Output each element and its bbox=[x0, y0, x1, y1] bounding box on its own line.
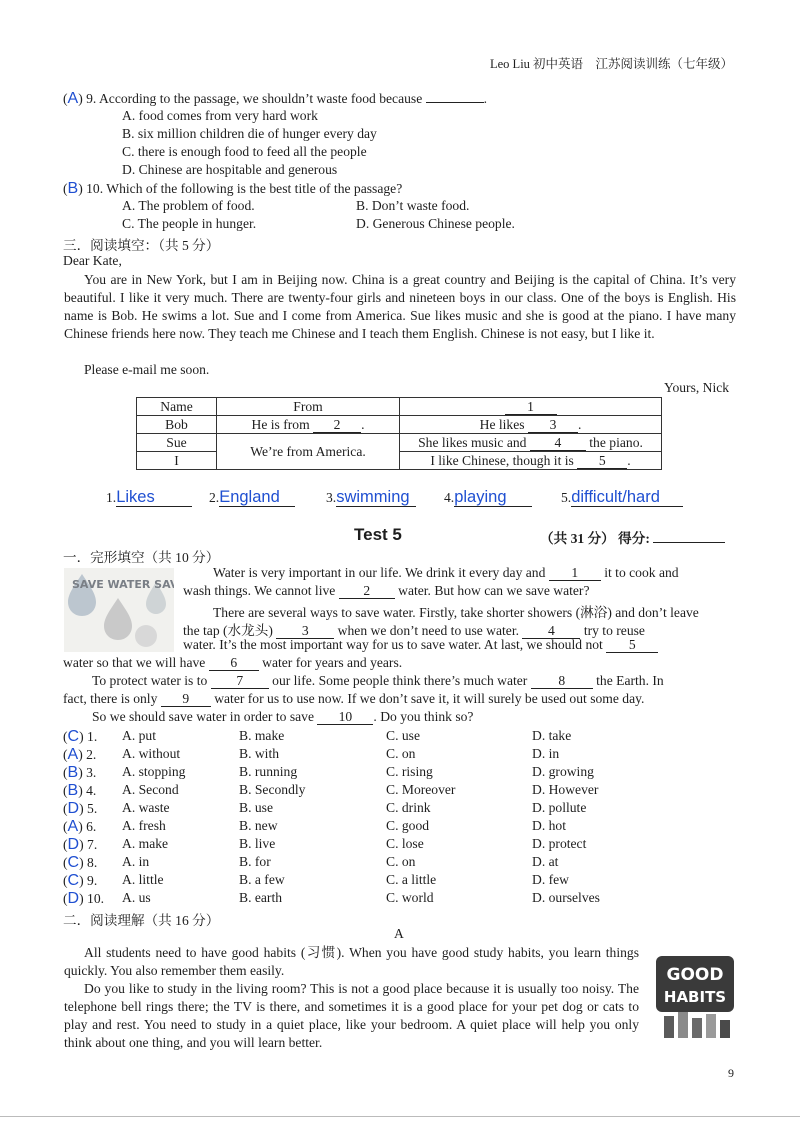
cloze-item-4-option-c: C. Moreover bbox=[386, 782, 456, 797]
cloze-line-8: fact, there is only 9 water for us to use now. If we don’t save it, it will surely be used out some day. bbox=[63, 691, 645, 706]
cloze-answer: D bbox=[67, 800, 80, 817]
svg-text:HABITS: HABITS bbox=[663, 988, 727, 1006]
cloze-item-3-option-b: B. running bbox=[239, 764, 298, 779]
cloze-item-7-option-b: B. live bbox=[239, 836, 276, 851]
cloze-item-4: (B) 4. bbox=[63, 782, 97, 799]
section-3-title: 三．阅读填空：（共 5 分） bbox=[63, 238, 220, 253]
cloze-item-6: (A) 6. bbox=[63, 818, 97, 835]
save-water-image bbox=[64, 568, 174, 652]
cloze-item-6-option-a: A. fresh bbox=[122, 818, 166, 833]
grid-answer-1: 1.Likes bbox=[106, 488, 192, 507]
table-cell-bob: Bob bbox=[137, 416, 217, 434]
cloze-item-1-option-d: D. take bbox=[532, 728, 572, 743]
cloze-answer: C bbox=[67, 728, 80, 745]
passage-label: A bbox=[394, 926, 404, 941]
scan-edge-line bbox=[0, 1116, 800, 1117]
cloze-line-9: So we should save water in order to save 10 . Do you think so? bbox=[92, 709, 474, 724]
cloze-item-10-option-c: C. world bbox=[386, 890, 434, 905]
test-title: Test 5 bbox=[354, 525, 402, 544]
table-cell-bob-likes: He likes 3 . bbox=[400, 416, 662, 434]
svg-text:SAVE WATER SAVE LIFE AND SAVE: SAVE WATER SA bbox=[72, 578, 170, 591]
cloze-item-9-option-d: D. few bbox=[532, 872, 569, 887]
cloze-item-10-option-a: A. us bbox=[122, 890, 151, 905]
cloze-item-6-option-b: B. new bbox=[239, 818, 278, 833]
table-cell-bob-from: He is from 2 . bbox=[217, 416, 400, 434]
q10-option-c: C. The people in hunger. bbox=[122, 216, 257, 231]
cloze-item-4-option-a: A. Second bbox=[122, 782, 179, 797]
q9-option-b: B. six million children die of hunger every day bbox=[122, 126, 377, 141]
table-header-blank: 1 bbox=[400, 398, 662, 416]
question-10: (B) 10. Which of the following is the best title of the passage? bbox=[63, 180, 403, 197]
answer-q9: A bbox=[67, 90, 79, 107]
cloze-item-10: (D) 10. bbox=[63, 890, 105, 907]
cloze-answer: A bbox=[67, 746, 79, 763]
page-header: Leo Liu 初中英语 江苏阅读训练（七年级） bbox=[490, 57, 734, 71]
cloze-item-8-option-a: A. in bbox=[122, 854, 150, 869]
reading-title: 二．阅读理解（共 16 分） bbox=[63, 913, 220, 928]
letter-closing: Please e-mail me soon. bbox=[84, 362, 210, 377]
q10-option-a: A. The problem of food. bbox=[122, 198, 255, 213]
cloze-line-4: the tap (水龙头) 3 when we don’t need to use water. 4 try to reuse bbox=[183, 623, 645, 638]
cloze-item-5-option-a: A. waste bbox=[122, 800, 170, 815]
cloze-item-8-option-b: B. for bbox=[239, 854, 271, 869]
cloze-item-5-option-c: C. drink bbox=[386, 800, 431, 815]
q9-option-d: D. Chinese are hospitable and generous bbox=[122, 162, 338, 177]
cloze-answer: D bbox=[67, 890, 80, 907]
table-cell-i: I bbox=[137, 452, 217, 470]
svg-text:GOOD: GOOD bbox=[666, 965, 724, 985]
q10-option-b: B. Don’t waste food. bbox=[356, 198, 470, 213]
cloze-line-7: To protect water is to 7 our life. Some people think there’s much water 8 the Earth. In bbox=[92, 673, 664, 688]
cloze-answer: D bbox=[67, 836, 80, 853]
cloze-item-1: (C) 1. bbox=[63, 728, 98, 745]
cloze-item-2-option-b: B. with bbox=[239, 746, 280, 761]
cloze-answer: C bbox=[67, 854, 80, 871]
cloze-answer: B bbox=[67, 764, 79, 781]
table-cell-sue-likes: She likes music and 4 the piano. bbox=[400, 434, 662, 452]
test-score: （共 31 分） 得分: bbox=[540, 527, 725, 547]
letter-body: You are in New York, but I am in Beijing now. China is a great country and Beijing is the capital of China. It’s very beautiful. I like it very much. There are twenty-four girls and nineteen boys in our class. One of the boys is English. His name is Bob. He swims a lot. Sue and I come from America. Sue likes music and she is good at the piano. I have many Chinese friends here now. They teach me Chinese and I teach them English. Chinese is not easy, but I like it. bbox=[64, 272, 736, 342]
grid-answer-2: 2.England bbox=[209, 488, 295, 507]
cloze-item-1-option-a: A. put bbox=[122, 728, 156, 743]
letter-greeting: Dear Kate, bbox=[63, 253, 122, 268]
cloze-item-4-option-d: D. However bbox=[532, 782, 599, 797]
grid-answer-3: 3.swimming bbox=[326, 488, 416, 507]
cloze-item-8: (C) 8. bbox=[63, 854, 98, 871]
cloze-item-3-option-c: C. rising bbox=[386, 764, 433, 779]
cloze-item-6-option-d: D. hot bbox=[532, 818, 566, 833]
cloze-line-6: water so that we will have 6 water for years and years. bbox=[63, 655, 403, 670]
cloze-item-9-option-c: C. a little bbox=[386, 872, 437, 887]
cloze-item-3-option-a: A. stopping bbox=[122, 764, 186, 779]
cloze-item-9-option-b: B. a few bbox=[239, 872, 285, 887]
q10-option-d: D. Generous Chinese people. bbox=[356, 216, 515, 231]
cloze-item-7: (D) 7. bbox=[63, 836, 98, 853]
cloze-item-7-option-d: D. protect bbox=[532, 836, 587, 851]
cloze-item-9: (C) 9. bbox=[63, 872, 98, 889]
cloze-answer: C bbox=[67, 872, 80, 889]
cloze-item-1-option-b: B. make bbox=[239, 728, 285, 743]
cloze-item-1-option-c: C. use bbox=[386, 728, 420, 743]
reading-paragraph-1: All students need to have good habits (习惯). When you have good study habits, you learn things quickly. You also remember them easily. bbox=[64, 945, 639, 979]
cloze-item-4-option-b: B. Secondly bbox=[239, 782, 306, 797]
cloze-line-5: water. It’s the most important way for us to save water. At last, we should not 5 bbox=[183, 637, 658, 653]
cloze-item-9-option-a: A. little bbox=[122, 872, 164, 887]
info-table bbox=[136, 397, 662, 470]
cloze-item-5: (D) 5. bbox=[63, 800, 98, 817]
cloze-item-10-option-d: D. ourselves bbox=[532, 890, 600, 905]
cloze-item-8-option-d: D. at bbox=[532, 854, 559, 869]
question-9: (A) 9. According to the passage, we shouldn’t waste food because . bbox=[63, 90, 488, 107]
page-number: 9 bbox=[728, 1066, 734, 1080]
cloze-item-2: (A) 2. bbox=[63, 746, 97, 763]
cloze-item-6-option-c: C. good bbox=[386, 818, 430, 833]
letter-signature: Yours, Nick bbox=[664, 380, 730, 395]
table-header-from: From bbox=[217, 398, 400, 416]
cloze-item-2-option-d: D. in bbox=[532, 746, 560, 761]
cloze-item-5-option-d: D. pollute bbox=[532, 800, 587, 815]
table-header-name: Name bbox=[137, 398, 217, 416]
cloze-line-2: wash things. We cannot live 2 water. But how can we save water? bbox=[183, 583, 590, 598]
good-habits-image bbox=[654, 954, 736, 1040]
cloze-line-3: There are several ways to save water. Firstly, take shorter showers (淋浴) and don’t leave bbox=[213, 605, 699, 620]
cloze-item-8-option-c: C. on bbox=[386, 854, 416, 869]
cloze-item-7-option-c: C. lose bbox=[386, 836, 424, 851]
grid-answer-4: 4.playing bbox=[444, 488, 532, 507]
q9-option-c: C. there is enough food to feed all the people bbox=[122, 144, 367, 159]
cloze-answer: A bbox=[67, 818, 79, 835]
cloze-item-2-option-c: C. on bbox=[386, 746, 416, 761]
cloze-line-1: Water is very important in our life. We drink it every day and 1 it to cook and bbox=[213, 565, 679, 580]
q9-option-a: A. food comes from very hard work bbox=[122, 108, 318, 123]
cloze-item-3: (B) 3. bbox=[63, 764, 97, 781]
cloze-title: 一．完形填空（共 10 分） bbox=[63, 550, 220, 565]
cloze-item-5-option-b: B. use bbox=[239, 800, 273, 815]
answer-q10: B bbox=[67, 180, 79, 197]
table-cell-sue: Sue bbox=[137, 434, 217, 452]
cloze-item-10-option-b: B. earth bbox=[239, 890, 283, 905]
table-cell-i-likes: I like Chinese, though it is 5 . bbox=[400, 452, 662, 470]
cloze-answer: B bbox=[67, 782, 79, 799]
cloze-item-2-option-a: A. without bbox=[122, 746, 181, 761]
reading-paragraph-2: Do you like to study in the living room? This is not a good place because it is usually too noisy. The telephone bell rings there; the TV is there, and sometimes it is a good place for your pet dog or cats to play and rest. You need to study in a quiet place, like your bedroom. A quiet place will help you only think about one thing, and you will learn better. bbox=[64, 981, 639, 1051]
table-cell-we-from: We’re from America. bbox=[217, 434, 400, 470]
grid-answer-5: 5.difficult/hard bbox=[561, 488, 683, 507]
cloze-item-7-option-a: A. make bbox=[122, 836, 169, 851]
cloze-item-3-option-d: D. growing bbox=[532, 764, 594, 779]
